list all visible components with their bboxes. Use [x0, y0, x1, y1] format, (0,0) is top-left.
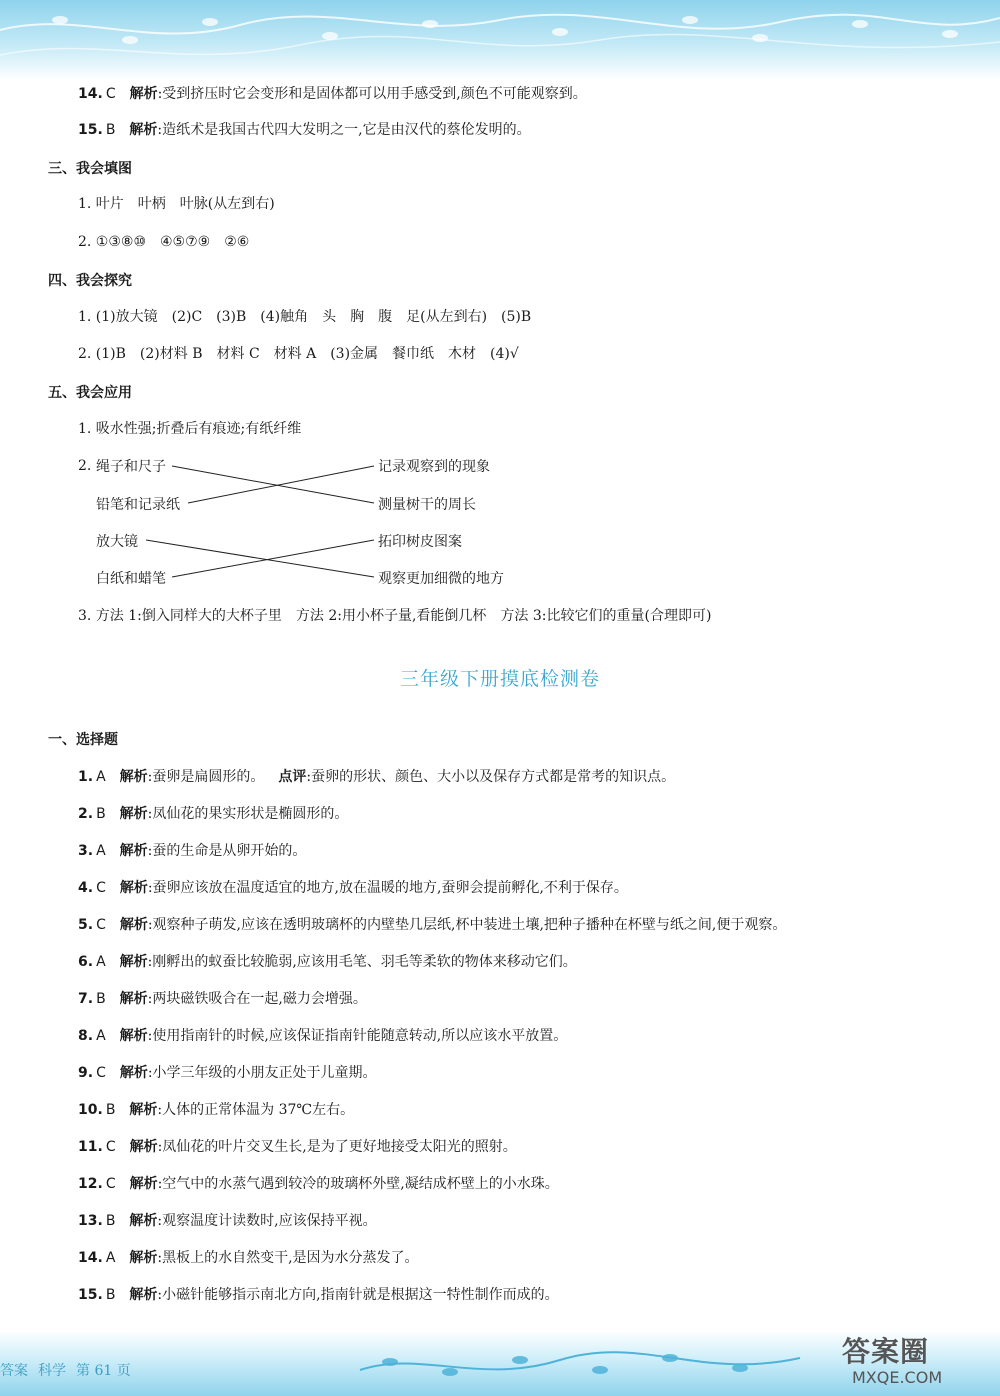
question-number: 4.: [78, 880, 94, 896]
question-number: 1.: [78, 769, 94, 785]
answer-choice: A: [105, 1250, 116, 1266]
match-right-3: 拓印树皮图案: [378, 534, 462, 550]
analysis-text: :凤仙花的叶片交叉生长,是为了更好地接受太阳光的照射。: [157, 1139, 517, 1155]
analysis-text: :小磁针能够指示南北方向,指南针就是根据这一特性制作而成的。: [157, 1287, 559, 1303]
analysis-label: 解析: [119, 843, 148, 859]
answer-choice: C: [96, 880, 106, 896]
analysis-label: 解析: [129, 122, 158, 138]
analysis-text: :黑板上的水自然变干,是因为水分蒸发了。: [157, 1250, 419, 1266]
fill-answer-2: 2. ①③⑧⑩ ④⑤⑦⑨ ②⑥: [78, 234, 250, 250]
match-left-4: 白纸和蜡笔: [96, 571, 166, 587]
choice-answer-row: [78, 952, 577, 972]
question-number: 7.: [78, 991, 94, 1007]
question-number: 14.: [78, 1250, 103, 1266]
choice-answer-row: [78, 1285, 559, 1305]
question-number: 15.: [78, 1287, 103, 1303]
answer-choice: B: [105, 1102, 116, 1118]
match-right-1: 记录观察到的现象: [378, 459, 490, 475]
apply-answer-2-number: 2.: [78, 458, 92, 474]
explore-answer-2: 2. (1)B (2)材料 B 材料 C 材料 A (3)金属 餐巾纸 木材 (4)√: [78, 346, 519, 362]
choice-answer-row: [78, 989, 367, 1009]
section-heading-3: 三、我会填图: [48, 161, 132, 177]
analysis-label: 解析: [129, 1213, 158, 1229]
match-line-4: [172, 540, 374, 577]
question-number: 11.: [78, 1139, 103, 1155]
analysis-label: 解析: [129, 1102, 158, 1118]
analysis-text: :人体的正常体温为 37℃左右。: [157, 1102, 355, 1118]
answer-choice: C: [105, 86, 116, 102]
choice-answer-row: [78, 841, 306, 861]
match-left-1: 绳子和尺子: [96, 459, 166, 475]
footer-page-number: 第 61 页: [76, 1363, 131, 1379]
analysis-label: 解析: [119, 954, 148, 970]
analysis-text: :蚕卵应该放在温度适宜的地方,放在温暖的地方,蚕卵会提前孵化,不利于保存。: [147, 880, 628, 896]
watermark-logo: 答案圈: [842, 1335, 930, 1368]
analysis-text: :小学三年级的小朋友正处于儿童期。: [147, 1065, 377, 1081]
match-left-3: 放大镜: [96, 534, 138, 550]
choice-answer-row: [78, 1100, 354, 1120]
analysis-text: :蚕卵是扁圆形的。: [147, 769, 265, 785]
question-number: 12.: [78, 1176, 103, 1192]
match-right-4: 观察更加细微的地方: [378, 571, 504, 587]
analysis-label: 解析: [119, 1028, 148, 1044]
section-heading-5: 五、我会应用: [48, 385, 132, 401]
comment-text: :蚕卵的形状、颜色、大小以及保存方式都是常考的知识点。: [306, 769, 676, 785]
analysis-label: 解析: [129, 1139, 158, 1155]
choice-answer-row: [78, 767, 675, 787]
answer-choice: C: [105, 1176, 116, 1192]
analysis-text: :造纸术是我国古代四大发明之一,它是由汉代的蔡伦发明的。: [157, 122, 531, 138]
answer-choice: A: [96, 954, 106, 970]
answer-choice: B: [96, 806, 106, 822]
exam-title: 三年级下册摸底检测卷: [399, 668, 600, 690]
choice-answer-row: [78, 878, 628, 898]
question-number: 13.: [78, 1213, 103, 1229]
apply-answer-1: 1. 吸水性强;折叠后有痕迹;有纸纤维: [78, 421, 302, 437]
answer-choice: A: [96, 769, 106, 785]
analysis-text: :两块磁铁吸合在一起,磁力会增强。: [147, 991, 367, 1007]
match-left-2: 铅笔和记录纸: [96, 497, 180, 513]
question-number: 3.: [78, 843, 94, 859]
answer-choice: B: [96, 991, 106, 1007]
match-line-3: [146, 540, 374, 577]
watermark-url: MXQE.COM: [852, 1368, 943, 1387]
choice-answer-row: [78, 915, 786, 935]
section-heading-4: 四、我会探究: [48, 273, 132, 289]
answer-choice: A: [96, 1028, 106, 1044]
question-number: 10.: [78, 1102, 103, 1118]
answer-choice: A: [96, 843, 106, 859]
choice-answer-row: [78, 1211, 377, 1231]
comment-label: 点评: [278, 769, 307, 785]
match-right-2: 测量树干的周长: [378, 497, 476, 513]
page-footer: [0, 1360, 141, 1380]
analysis-text: :使用指南针的时候,应该保证指南针能随意转动,所以应该水平放置。: [147, 1028, 568, 1044]
choice-answer-row: [78, 1137, 517, 1157]
analysis-text: :受到挤压时它会变形和是固体都可以用手感受到,颜色不可能观察到。: [157, 86, 587, 102]
analysis-label: 解析: [119, 1065, 148, 1081]
question-number: 15.: [78, 122, 103, 138]
apply-answer-3: 3. 方法 1:倒入同样大的大杯子里 方法 2:用小杯子量,看能倒几杯 方法 3:比较它们的重量(合理即可): [78, 608, 712, 624]
answer-choice: C: [105, 1139, 116, 1155]
question-number: 2.: [78, 806, 94, 822]
analysis-text: :凤仙花的果实形状是椭圆形的。: [147, 806, 349, 822]
answer-choice: C: [96, 1065, 106, 1081]
question-number: 5.: [78, 917, 94, 933]
choice-answer-row: [78, 1174, 559, 1194]
analysis-label: 解析: [129, 1176, 158, 1192]
footer-subject: 科学: [38, 1363, 66, 1379]
answer-choice: B: [105, 122, 116, 138]
analysis-label: 解析: [129, 1287, 158, 1303]
analysis-label: 解析: [129, 86, 158, 102]
analysis-label: 解析: [119, 769, 148, 785]
analysis-text: :蚕的生命是从卵开始的。: [147, 843, 307, 859]
explore-answer-1: 1. (1)放大镜 (2)C (3)B (4)触角 头 胸 腹 足(从左到右) (5)B: [78, 309, 532, 325]
choice-answer-row: [78, 804, 348, 824]
analysis-label: 解析: [119, 917, 148, 933]
question-number: 6.: [78, 954, 94, 970]
answer-choice: C: [96, 917, 106, 933]
footer-answer-label: 答案: [0, 1363, 28, 1379]
matching-lines: [0, 0, 1000, 620]
question-number: 8.: [78, 1028, 94, 1044]
question-number: 9.: [78, 1065, 94, 1081]
analysis-label: 解析: [119, 991, 148, 1007]
analysis-text: :空气中的水蒸气遇到较冷的玻璃杯外壁,凝结成杯壁上的小水珠。: [157, 1176, 559, 1192]
analysis-label: 解析: [119, 806, 148, 822]
choice-answer-row: [78, 1063, 377, 1083]
choice-answer-row: [78, 1248, 419, 1268]
fill-answer-1: 1. 叶片 叶柄 叶脉(从左到右): [78, 196, 275, 212]
answer-choice: B: [105, 1213, 116, 1229]
section-heading-1: 一、选择题: [48, 732, 118, 748]
analysis-label: 解析: [129, 1250, 158, 1266]
analysis-text: :刚孵出的蚁蚕比较脆弱,应该用毛笔、羽毛等柔软的物体来移动它们。: [147, 954, 577, 970]
question-number: 14.: [78, 86, 103, 102]
answer-choice: B: [105, 1287, 116, 1303]
analysis-text: :观察种子萌发,应该在透明玻璃杯的内壁垫几层纸,杯中装进土壤,把种子播种在杯壁与纸之间,便于观察。: [147, 917, 787, 933]
choice-answer-row: [78, 1026, 567, 1046]
analysis-text: :观察温度计读数时,应该保持平视。: [157, 1213, 377, 1229]
analysis-label: 解析: [119, 880, 148, 896]
